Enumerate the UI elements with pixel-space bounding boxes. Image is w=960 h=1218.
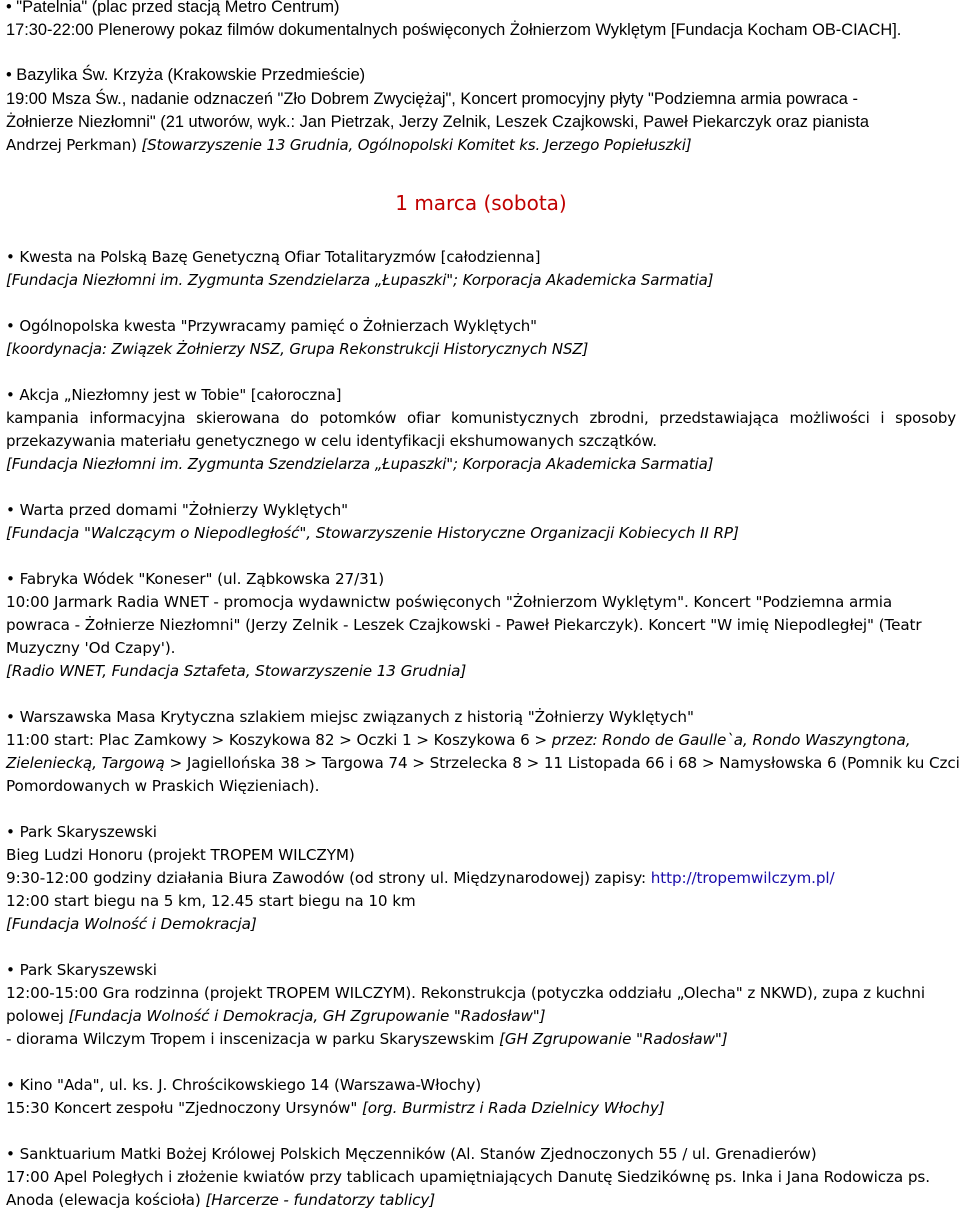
event-location-bazylika: • Bazylika Św. Krzyża (Krakowskie Przedmieście) (6, 66, 366, 84)
event-diorama: - diorama Wilczym Tropem i inscenizacja w parku Skaryszewskim [GH Zgrupowanie "Radosław"] (6, 1030, 728, 1048)
organizer-note: [Harcerze - fundatorzy tablicy] (205, 1191, 436, 1209)
event-kwesta-ogolnopolska: • Ogólnopolska kwesta "Przywracamy pamięć o Żołnierzach Wyklętych" (6, 317, 537, 335)
organizer-note: [Fundacja Wolność i Demokracja] (6, 915, 257, 933)
event-bieg-title: Bieg Ludzi Honoru (projekt TROPEM WILCZYM) (6, 846, 355, 864)
event-location-park-1: • Park Skaryszewski (6, 823, 157, 841)
organizer-note: [Stowarzyszenie 13 Grudnia, Ogólnopolski Komitet ks. Jerzego Popiełuszki] (141, 136, 692, 154)
event-masa-route: 11:00 start: Plac Zamkowy > Koszykowa 82 > Oczki 1 > Koszykowa 6 > przez: Rondo de Gaulle`a, Rondo Waszyngtona, (6, 731, 911, 749)
event-masa-krytyczna: • Warszawska Masa Krytyczna szlakiem miejsc związanych z historią "Żołnierzy Wyklętych" (6, 708, 694, 726)
event-details-jarmark-cont: powraca - Żołnierze Niezłomni" (Jerzy Zelnik - Leszek Czajkowski - Paweł Piekarczyk). Koncert "W imię Niepodległej" (Teatr (6, 616, 922, 634)
event-details-mass: 19:00 Msza Św., nadanie odznaczeń "Zło Dobrem Zwyciężaj", Koncert promocyjny płyty "Podziemna armia powraca - (6, 90, 858, 108)
event-details-jarmark: 10:00 Jarmark Radia WNET - promocja wydawnictw poświęconych "Żołnierzom Wyklętym". Koncert "Podziemna armia (6, 593, 893, 611)
event-location-park-2: • Park Skaryszewski (6, 961, 157, 979)
event-koncert-ursynow: 15:30 Koncert zespołu "Zjednoczony Ursynów" [org. Burmistrz i Rada Dzielnicy Włochy] (6, 1099, 665, 1117)
event-details-jarmark-cont2: Muzyczny 'Od Czapy'). (6, 639, 176, 657)
event-akcja-description-cont: przekazywania materiału genetycznego w celu identyfikacji ekshumowanych szczątków. (6, 432, 657, 450)
organizer-note: [Fundacja Niezłomni im. Zygmunta Szendzielarza „Łupaszki"; Korporacja Akademicka Sarmatia] (6, 271, 714, 289)
event-gra-rodzinna-cont: polowej [Fundacja Wolność i Demokracja, GH Zgrupowanie "Radosław"] (6, 1007, 546, 1025)
event-details-mass-organizers: Andrzej Perkman) [Stowarzyszenie 13 Grudnia, Ogólnopolski Komitet ks. Jerzego Popiełuszki] (6, 136, 692, 154)
organizer-note: [Fundacja Wolność i Demokracja, GH Zgrupowanie "Radosław"] (68, 1007, 546, 1025)
event-bieg-registration: 9:30-12:00 godziny działania Biura Zawodów (od strony ul. Międzynarodowej) zapisy: http://tropemwilczym.pl/ (6, 869, 835, 887)
event-details-mass-cont: Żołnierze Niezłomni" (21 utworów, wyk.: Jan Pietrzak, Jerzy Zelnik, Leszek Czajkowski, Paweł Piekarczyk oraz pianista (6, 113, 869, 131)
event-location-patelnia: • "Patelnia" (plac przed stacją Metro Centrum) (6, 0, 340, 16)
event-kwesta-genetyczna: • Kwesta na Polską Bazę Genetyczną Ofiar Totalitaryzmów [całodzienna] (6, 248, 541, 266)
event-masa-route-cont: Zieleniecką, Targową > Jagiellońska 38 > Targowa 74 > Strzelecka 8 > 11 Listopada 66 i 68 > Namysłowska 6 (Pomnik ku Czci (6, 754, 960, 772)
event-masa-route-end: Pomordowanych w Praskich Więzieniach). (6, 777, 320, 795)
date-heading: 1 marca (sobota) (395, 191, 567, 215)
organizer-note: [Fundacja "Walczącym o Niepodległość", Stowarzyszenie Historyczne Organizacji Kobiecych II RP] (6, 524, 739, 542)
event-akcja-description: kampania informacyjna skierowana do potomków ofiar komunistycznych zbrodni, przedstawiająca możliwości i sposoby (6, 409, 956, 427)
registration-link[interactable]: http://tropemwilczym.pl/ (650, 869, 835, 887)
organizer-note: [koordynacja: Związek Żołnierzy NSZ, Grupa Rekonstrukcji Historycznych NSZ] (6, 340, 589, 358)
event-location-koneser: • Fabryka Wódek "Koneser" (ul. Ząbkowska 27/31) (6, 570, 385, 588)
event-apel-polegych: 17:00 Apel Poległych i złożenie kwiatów przy tablicach upamiętniających Danutę Siedzikównę ps. Inka i Jana Rodowicza ps. (6, 1168, 930, 1186)
organizer-note: [Fundacja Niezłomni im. Zygmunta Szendzielarza „Łupaszki"; Korporacja Akademicka Sarmatia] (6, 455, 714, 473)
event-bieg-times: 12:00 start biegu na 5 km, 12.45 start biegu na 10 km (6, 892, 416, 910)
event-details-film-screening: 17:30-22:00 Plenerowy pokaz filmów dokumentalnych poświęconych Żołnierzom Wyklętym [Fundacja Kocham OB-CIACH]. (6, 21, 902, 39)
event-apel-polegych-cont: Anoda (elewacja kościoła) [Harcerze - fundatorzy tablicy] (6, 1191, 436, 1209)
organizer-note: [Radio WNET, Fundacja Sztafeta, Stowarzyszenie 13 Grudnia] (6, 662, 467, 680)
organizer-note: [org. Burmistrz i Rada Dzielnicy Włochy] (361, 1099, 665, 1117)
event-warta: • Warta przed domami "Żołnierzy Wyklętych" (6, 501, 349, 519)
event-location-sanktuarium: • Sanktuarium Matki Bożej Królowej Polskich Męczenników (Al. Stanów Zjednoczonych 55 / ul. Grenadierów) (6, 1145, 817, 1163)
organizer-note: [GH Zgrupowanie "Radosław"] (499, 1030, 728, 1048)
event-akcja-niezlomny: • Akcja „Niezłomny jest w Tobie" [całoroczna] (6, 386, 342, 404)
event-location-kino-ada: • Kino "Ada", ul. ks. J. Chrościkowskiego 14 (Warszawa-Włochy) (6, 1076, 482, 1094)
event-gra-rodzinna: 12:00-15:00 Gra rodzinna (projekt TROPEM WILCZYM). Rekonstrukcja (potyczka oddziału „Olecha" z NKWD), zupa z kuchni (6, 984, 925, 1002)
